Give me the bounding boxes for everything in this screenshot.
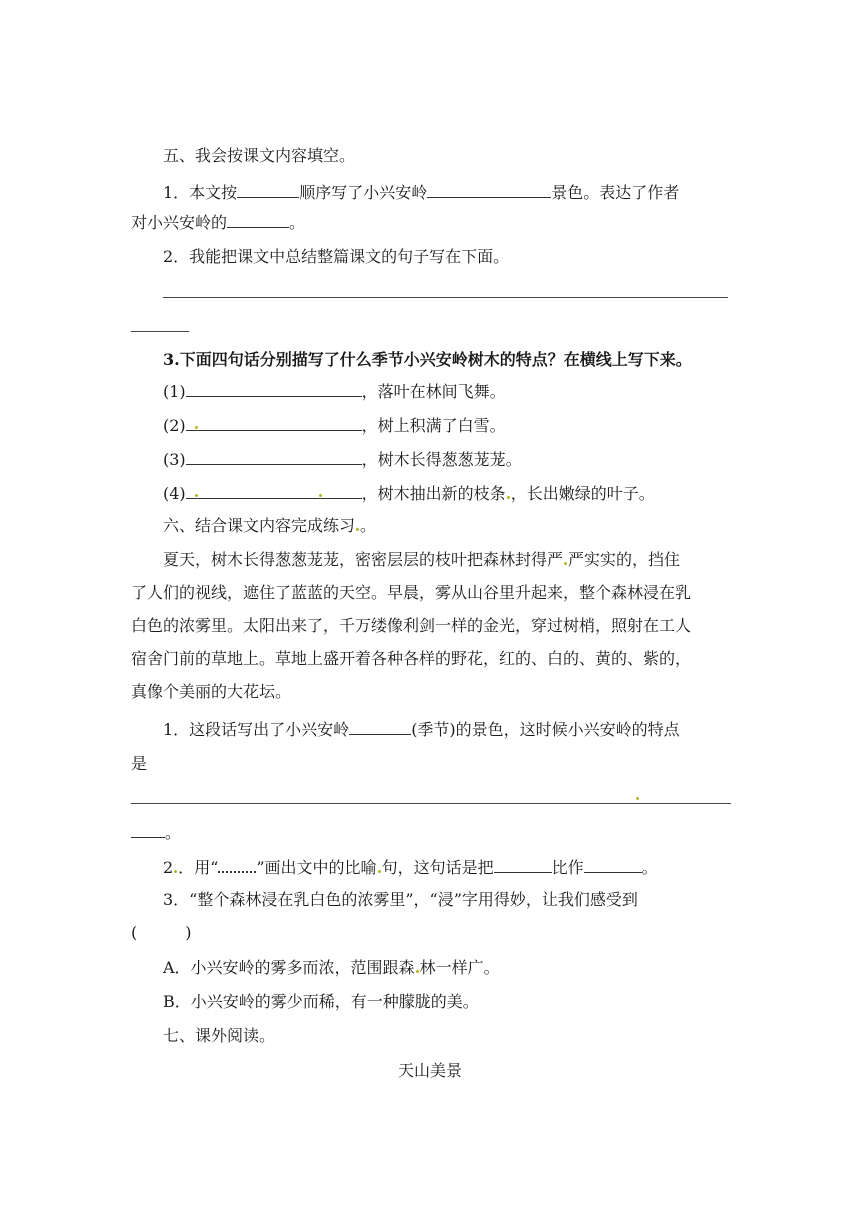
s6-q1-end: 。 <box>165 823 182 842</box>
s5-q1-line1 <box>163 183 763 203</box>
marker-dot <box>195 494 198 497</box>
section7-heading: 七、课外阅读。 <box>163 1026 276 1045</box>
answer-line-2-cont[interactable] <box>131 823 165 838</box>
s5-sentence-2 <box>163 416 763 436</box>
passage-line-5: 真像个美丽的大花坛。 <box>131 682 292 701</box>
blank-season-2[interactable] <box>186 416 362 431</box>
sentence-3-text: ，树木长得葱葱茏茏。 <box>361 450 522 469</box>
sentence-1-num: (1) <box>163 382 186 401</box>
marker-dot <box>564 562 567 565</box>
option-a-text: A．小兴安岭的雾多而浓，范围跟森 <box>163 958 415 977</box>
section5-heading: 五、我会按课文内容填空。 <box>163 146 356 165</box>
marker-dot <box>416 970 419 973</box>
s6-q2-num: 2 <box>163 858 174 877</box>
option-b[interactable]: B．小兴安岭的雾少而稀，有一种朦胧的美。 <box>163 992 479 1011</box>
option-a[interactable] <box>163 958 763 978</box>
s6-q1-text-b: (季节)的景色，这时候小兴安岭的特点 <box>411 720 680 739</box>
s6-q2 <box>163 857 763 878</box>
blank-order[interactable] <box>237 183 299 198</box>
blank-feeling[interactable] <box>227 213 289 228</box>
sentence-4-text-b: ，长出嫩绿的叶子。 <box>510 484 655 503</box>
s6-q1-text-a: 1．这段话写出了小兴安岭 <box>163 720 350 739</box>
s5-q1-text-a: 1．本文按 <box>163 183 238 202</box>
marker-dot <box>507 496 510 499</box>
blank-scenery[interactable] <box>427 183 551 198</box>
section6-heading-end: 。 <box>360 516 377 535</box>
passage-line-4: 宿舍门前的草地上。草地上盛开着各种各样的野花，红的、白的、黄的、紫的， <box>131 649 692 668</box>
section6-heading <box>163 516 763 536</box>
sentence-2-num: (2) <box>163 416 186 435</box>
s6-q2-text-c: ”画出文中的比喻 <box>256 858 377 877</box>
s5-q1-text-d: 对小兴安岭的 <box>131 213 228 232</box>
option-a-text-b: 林一样广。 <box>419 958 500 977</box>
sentence-4-text-a: ，树木抽出新的枝条 <box>361 484 506 503</box>
blank-compare-a[interactable] <box>494 858 552 873</box>
s5-sentence-1 <box>163 382 763 402</box>
blank-season-1[interactable] <box>186 382 362 397</box>
s6-q3: 3．“整个森林浸在乳白色的浓雾里”，“浸”字用得妙，让我们感受到 <box>163 890 638 909</box>
s5-q2: 2．我能把课文中总结整篇课文的句子写在下面。 <box>163 247 510 266</box>
s6-q1-line1 <box>163 720 763 740</box>
answer-line-2[interactable] <box>131 803 731 804</box>
s5-q1-line2 <box>131 213 731 233</box>
marker-dot <box>195 426 198 429</box>
s6-q2-text-d: 句，这句话是把 <box>381 858 494 877</box>
s6-q1-line2: 是 <box>131 754 148 773</box>
s5-q3: 3.下面四句话分别描写了什么季节小兴安岭树木的特点？在横线上写下来。 <box>163 350 692 369</box>
reading-title: 天山美景 <box>397 1061 462 1080</box>
sentence-4-num: (4) <box>163 484 186 503</box>
s5-q1-text-e: 。 <box>289 213 306 232</box>
answer-line-1-cont[interactable] <box>131 331 189 332</box>
marker-dot <box>356 528 359 531</box>
sentence-2-text: ，树上积满了白雪。 <box>361 416 506 435</box>
s6-q2-text-e: 比作 <box>551 858 584 877</box>
s6-q3-paren[interactable]: ( ) <box>131 923 192 942</box>
blank-season-3[interactable] <box>186 450 362 465</box>
sentence-3-num: (3) <box>163 450 186 469</box>
marker-dot <box>174 870 177 873</box>
passage-text-1a: 夏天，树木长得葱葱茏茏，密密层层的枝叶把森林封得严 <box>163 550 564 569</box>
marker-dot <box>319 494 322 497</box>
wavy-line-sample <box>218 857 256 873</box>
passage-line-2: 了人们的视线，遮住了蓝蓝的天空。早晨，雾从山谷里升起来，整个森林浸在乳 <box>131 583 692 602</box>
s5-sentence-4 <box>163 484 763 504</box>
s6-q2-text-f: 。 <box>641 858 658 877</box>
blank-compare-b[interactable] <box>584 858 642 873</box>
marker-dot <box>636 797 639 800</box>
passage-line-1 <box>163 550 763 570</box>
blank-season-4[interactable] <box>186 484 362 499</box>
passage-line-3: 白色的浓雾里。太阳出来了，千万缕像利剑一样的金光，穿过树梢，照射在工人 <box>131 616 692 635</box>
s5-q1-text-c: 景色。表达了作者 <box>551 183 680 202</box>
s6-q2-text-b: ．用“ <box>178 858 219 877</box>
passage-text-1b: 严实实的，挡住 <box>568 550 681 569</box>
marker-dot <box>378 870 381 873</box>
blank-season-passage[interactable] <box>349 720 411 735</box>
s5-q1-text-b: 顺序写了小兴安岭 <box>299 183 428 202</box>
s6-q1-line3 <box>131 823 731 843</box>
sentence-1-text: ，落叶在林间飞舞。 <box>361 382 506 401</box>
s5-sentence-3 <box>163 450 763 470</box>
section6-heading-text: 六、结合课文内容完成练习 <box>163 516 356 535</box>
answer-line-1[interactable] <box>163 297 728 298</box>
